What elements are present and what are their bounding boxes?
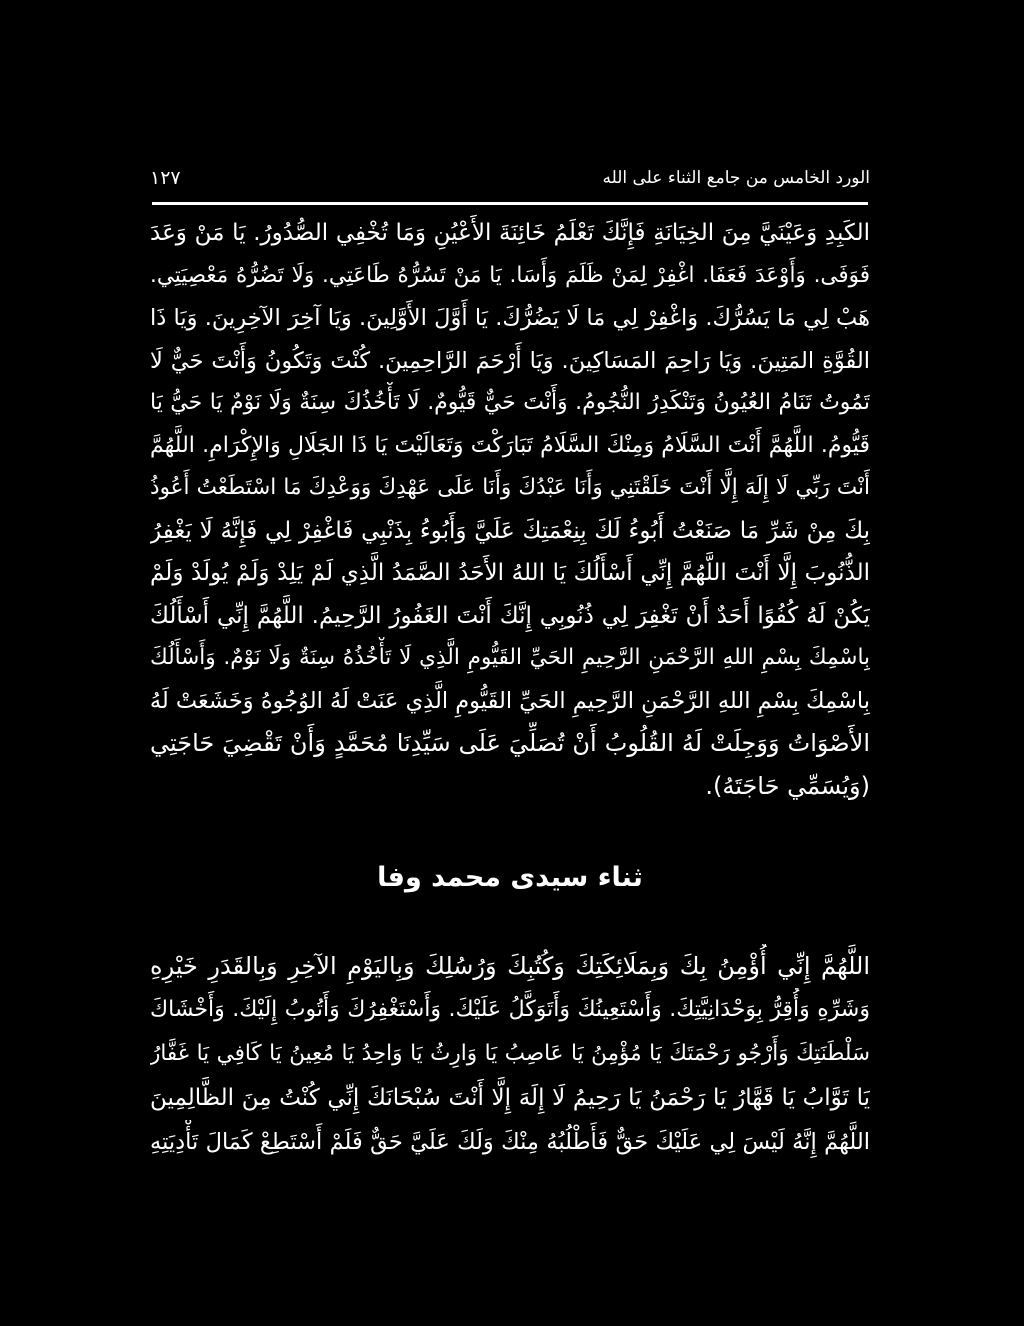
text-line: فَوَفَى. وَأَوْعَدَ فَعَفَا. اغْفِرْ لِمَنْ ظَلَمَ وَأَسَا. يَا مَنْ تَسُرُّهُ طَاعَتِي. وَلَا تَضُرُّهُ مَعْصِيَتِي. xyxy=(150,262,870,288)
text-line: سَلْطَنَتِكَ وَأَرْجُو رَحْمَتَكَ يَا مُؤْمِنُ يَا عَاصِبُ يَا وَارِثُ يَا وَاحِدُ يَا مُعِينُ يَا كَافِي يَا غَفَّارُ xyxy=(150,1041,870,1066)
text-line: بِكَ مِنْ شَرِّ مَا صَنَعْتُ أَبُوءُ لَكَ بِنِعْمَتِكَ عَلَيَّ وَأَبُوءُ بِذَنْبِي فَاغْفِرْ لِي فَإِنَّهُ لَا يَغْفِرُ xyxy=(150,517,870,544)
text-line: بِاسْمِكَ بِسْمِ اللهِ الرَّحْمَنِ الرَّحِيمِ الحَيِّ القَيُّومِ الَّذِي لَا تَأْخُذُهُ سِنَةٌ وَلَا نَوْمٌ. وَأَسْأَلُكَ xyxy=(150,645,870,670)
text-line: القُوَّةِ المَتِينَ. وَيَا رَاحِمَ المَسَاكِينَ. وَيَا أَرْحَمَ الرَّاحِمِينَ. كُنْتَ وَتَكُونُ وَأَنْتَ حَيٌّ لَا xyxy=(150,347,870,374)
text-line: تَمُوتُ تَنَامُ العُيُونُ وَتَنْكَدِرُ النُّجُومُ. وَأَنْتَ حَيٌّ قَيُّومٌ. لَا تَأْخُذُكَ سِنَةٌ وَلَا نَوْمٌ يَا حَيُّ يَا xyxy=(150,390,870,415)
page-number: ١٢٧ xyxy=(150,167,181,189)
text-line-final: (وَيُسَمِّي حَاجَتَهُ). xyxy=(705,771,870,800)
text-line: وَشَرِّهِ وَأُقِرُّ بِوَحْدَانِيَّتِكَ. وَأَسْتَعِينُكَ وَأَتَوَكَّلُ عَلَيْكَ. وَأَسْتَغْفِرُكَ وَأَتُوبُ إِلَيْكَ. وَأَخْشَاكَ xyxy=(150,997,870,1022)
text-line: اللَّهُمَّ إِنَّهُ لَيْسَ لِي عَلَيْكَ حَقٌّ فَأَطْلُبُهُ مِنْكَ وَلَكَ عَلَيَّ حَقٌّ فَلَمْ أَسْتَطِعْ كَمَالَ تَأْدِيَتِهِ xyxy=(150,1129,870,1155)
text-line: الأَصْوَاتُ وَوَجِلَتْ لَهُ القُلُوبُ أَنْ تُصَلِّيَ عَلَى سَيِّدِنَا مُحَمَّدٍ وَأَنْ تَقْضِيَ حَاجَتِي xyxy=(150,729,870,757)
passage-1 xyxy=(150,212,870,807)
text-line: قَيُّومُ. اللَّهُمَّ أَنْتَ السَّلَامُ وَمِنْكَ السَّلَامُ تَبَارَكْتَ وَتَعَالَيْتَ يَا ذَا الجَلَالِ وَالإِكْرَامِ. اللَّهُمَّ xyxy=(150,432,870,458)
running-title: الورد الخامس من جامع الثناء على الله xyxy=(602,168,870,188)
text-line: الذُّنُوبَ إِلَّا أَنْتَ اللَّهُمَّ إِنِّي أَسْأَلُكَ يَا اللهُ الأَحَدُ الصَّمَدُ الَّذِي لَمْ يَلِدْ وَلَمْ يُولَدْ وَلَمْ xyxy=(150,560,870,586)
text-line: بِاسْمِكَ بِسْمِ اللهِ الرَّحْمَنِ الرَّحِيمِ الحَيِّ القَيُّومِ الَّذِي عَنَتْ لَهُ الوُجُوهُ وَخَشَعَتْ لَهُ xyxy=(150,687,870,714)
text-line: اللَّهُمَّ إِنِّي أُؤْمِنُ بِكَ وَبِمَلَائِكَتِكَ وَكُتُبِكَ وَرُسُلِكَ وَبِاليَوْمِ الآخِرِ وَبِالقَدَرِ خَيْرِهِ xyxy=(150,952,870,980)
section-heading: ثناء سيدى محمد وفا xyxy=(377,862,643,893)
header-rule xyxy=(152,202,868,205)
text-line: هَبْ لِي مَا يَسُرُّكَ. وَاغْفِرْ لِي مَا لَا يَضُرُّكَ. يَا أَوَّلَ الأَوَّلِينَ. وَيَا آخِرَ الآخِرِينَ. وَيَا ذَا xyxy=(150,305,870,331)
text-line: يَا تَوَّابُ يَا قَهَّارُ يَا رَحْمَنُ يَا رَحِيمُ لَا إِلَهَ إِلَّا أَنْتَ سُبْحَانَكَ إِنِّي كُنْتُ مِنَ الظَّالِمِينَ xyxy=(150,1085,870,1111)
text-line: أَنْتَ رَبِّي لَا إِلَهَ إِلَّا أَنْتَ خَلَقْتَنِي وَأَنَا عَبْدُكَ وَأَنَا عَلَى عَهْدِكَ وَوَعْدِكَ مَا اسْتَطَعْتُ أَعُوذُ xyxy=(150,475,870,500)
text-line: الكَبِدِ وَعَيْنَيَّ مِنَ الخِيَانَةِ فَإِنَّكَ تَعْلَمُ خَائِنَةَ الأَعْيُنِ وَمَا تُخْفِي الصُّدُورُ. يَا مَنْ وَعَدَ xyxy=(150,220,870,246)
running-header xyxy=(150,160,870,196)
passage-2 xyxy=(150,944,870,1164)
text-line: يَكُنْ لَهُ كُفُوًا أَحَدٌ أَنْ تَغْفِرَ لِي ذُنُوبِي إِنَّكَ أَنْتَ الغَفُورُ الرَّحِيمُ. اللَّهُمَّ إِنِّي أَسْأَلُكَ xyxy=(150,602,870,629)
